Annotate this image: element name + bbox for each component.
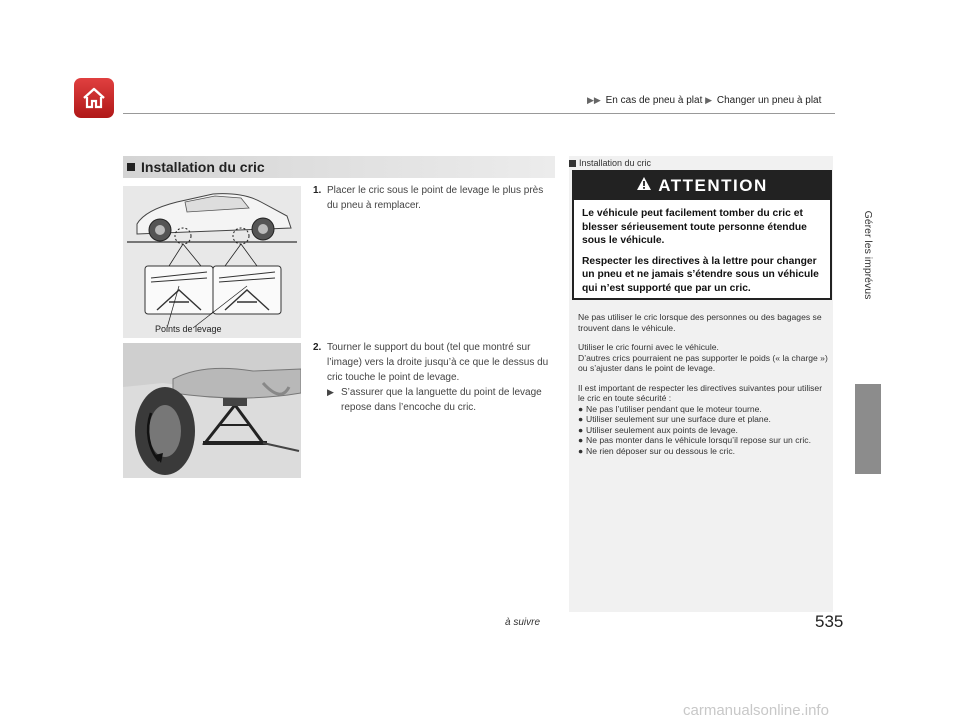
step-number: 1.: [313, 185, 322, 196]
warning-icon: [636, 176, 652, 196]
note-paragraph: Ne pas utiliser le cric lorsque des personnes ou des bagages se trouvent dans le véhicule.: [578, 312, 822, 333]
arrow-icon: ▶: [327, 387, 334, 397]
note-line: D’autres crics pourraient ne pas supporter le poids (« la charge ») ou s’ajuster dans le point de levage.: [578, 352, 828, 373]
page-number: 535: [815, 612, 844, 631]
jack-points-figure: [123, 186, 301, 338]
section-header: [123, 156, 555, 178]
watermark: carmanualsonline.info: [683, 702, 829, 719]
safety-list: [578, 404, 830, 457]
side-chapter-tab[interactable]: [855, 130, 881, 380]
arrow-icon: ▶: [705, 95, 713, 105]
list-item: ● Utiliser seulement aux points de levage.: [578, 424, 738, 435]
side-chapter-label: Gérer les imprévus: [862, 210, 874, 300]
notes-body: [578, 312, 830, 456]
step-1: [313, 183, 551, 213]
step-subnote-text: S’assurer que la languette du point de levage repose dans l’encoche du cric.: [341, 387, 542, 413]
bullet-icon: ●: [578, 414, 584, 424]
figure-caption: Points de levage: [155, 324, 222, 334]
warning-header: [574, 172, 830, 200]
bullet-icon: ●: [578, 403, 584, 414]
double-arrow-icon: ▶▶: [587, 95, 601, 105]
bullet-icon: ●: [578, 435, 584, 445]
step-text: Tourner le support du bout (tel que montré sur l’image) vers la droite jusqu’à ce que le dessus du cric touche le point de levage.: [327, 342, 549, 383]
jack-under-car-illustration: [123, 343, 301, 478]
note-paragraph: [578, 342, 830, 374]
car-lift-points-illustration: [123, 186, 301, 338]
list-item: ● Utiliser seulement sur une surface dure et plane.: [578, 414, 771, 424]
step-text: Placer le cric sous le point de levage le plus près du pneu à remplacer.: [327, 185, 544, 211]
warning-paragraph: Le véhicule peut facilement tomber du cric et blesser sérieusement toute personne étendue sous le véhicule.: [582, 208, 807, 246]
breadcrumb-item[interactable]: Changer un pneu à plat: [716, 95, 822, 106]
warning-box: [572, 170, 832, 300]
jack-positioning-figure: [123, 343, 301, 478]
home-button[interactable]: [74, 78, 114, 118]
bullet-icon: ●: [578, 424, 584, 435]
note-paragraph: Il est important de respecter les directives suivantes pour utiliser le cric en toute sécurité :: [578, 382, 823, 403]
note-line: Utiliser le cric fourni avec le véhicule.: [578, 342, 719, 352]
bullet-icon: ●: [578, 445, 584, 456]
step-2: [313, 340, 553, 415]
list-item: ● Ne pas monter dans le véhicule lorsqu’il repose sur un cric.: [578, 435, 811, 445]
list-item: ● Ne pas l’utiliser pendant que le moteur tourne.: [578, 403, 762, 414]
notes-title-text: Installation du cric: [579, 158, 652, 168]
breadcrumb-item[interactable]: En cas de pneu à plat: [605, 95, 703, 106]
step-number: 2.: [313, 342, 322, 353]
home-icon: [81, 86, 107, 110]
section-square-icon: [127, 163, 135, 171]
warning-label: ATTENTION: [658, 176, 768, 195]
step-subnote: [327, 385, 553, 415]
section-title: Installation du cric: [141, 159, 265, 175]
note-square-icon: [569, 160, 576, 167]
notes-title: [569, 158, 651, 168]
warning-paragraph: Respecter les directives à la lettre pour changer un pneu et ne jamais s’étendre sous un véhicule qui n’est supporté que par un cric.: [582, 255, 819, 294]
breadcrumb: [587, 95, 821, 106]
header-divider: [123, 113, 835, 114]
side-chapter-marker: [855, 384, 881, 474]
list-item: ● Ne rien déposer sur ou dessous le cric.: [578, 445, 736, 456]
continued-label: à suivre: [505, 617, 541, 628]
